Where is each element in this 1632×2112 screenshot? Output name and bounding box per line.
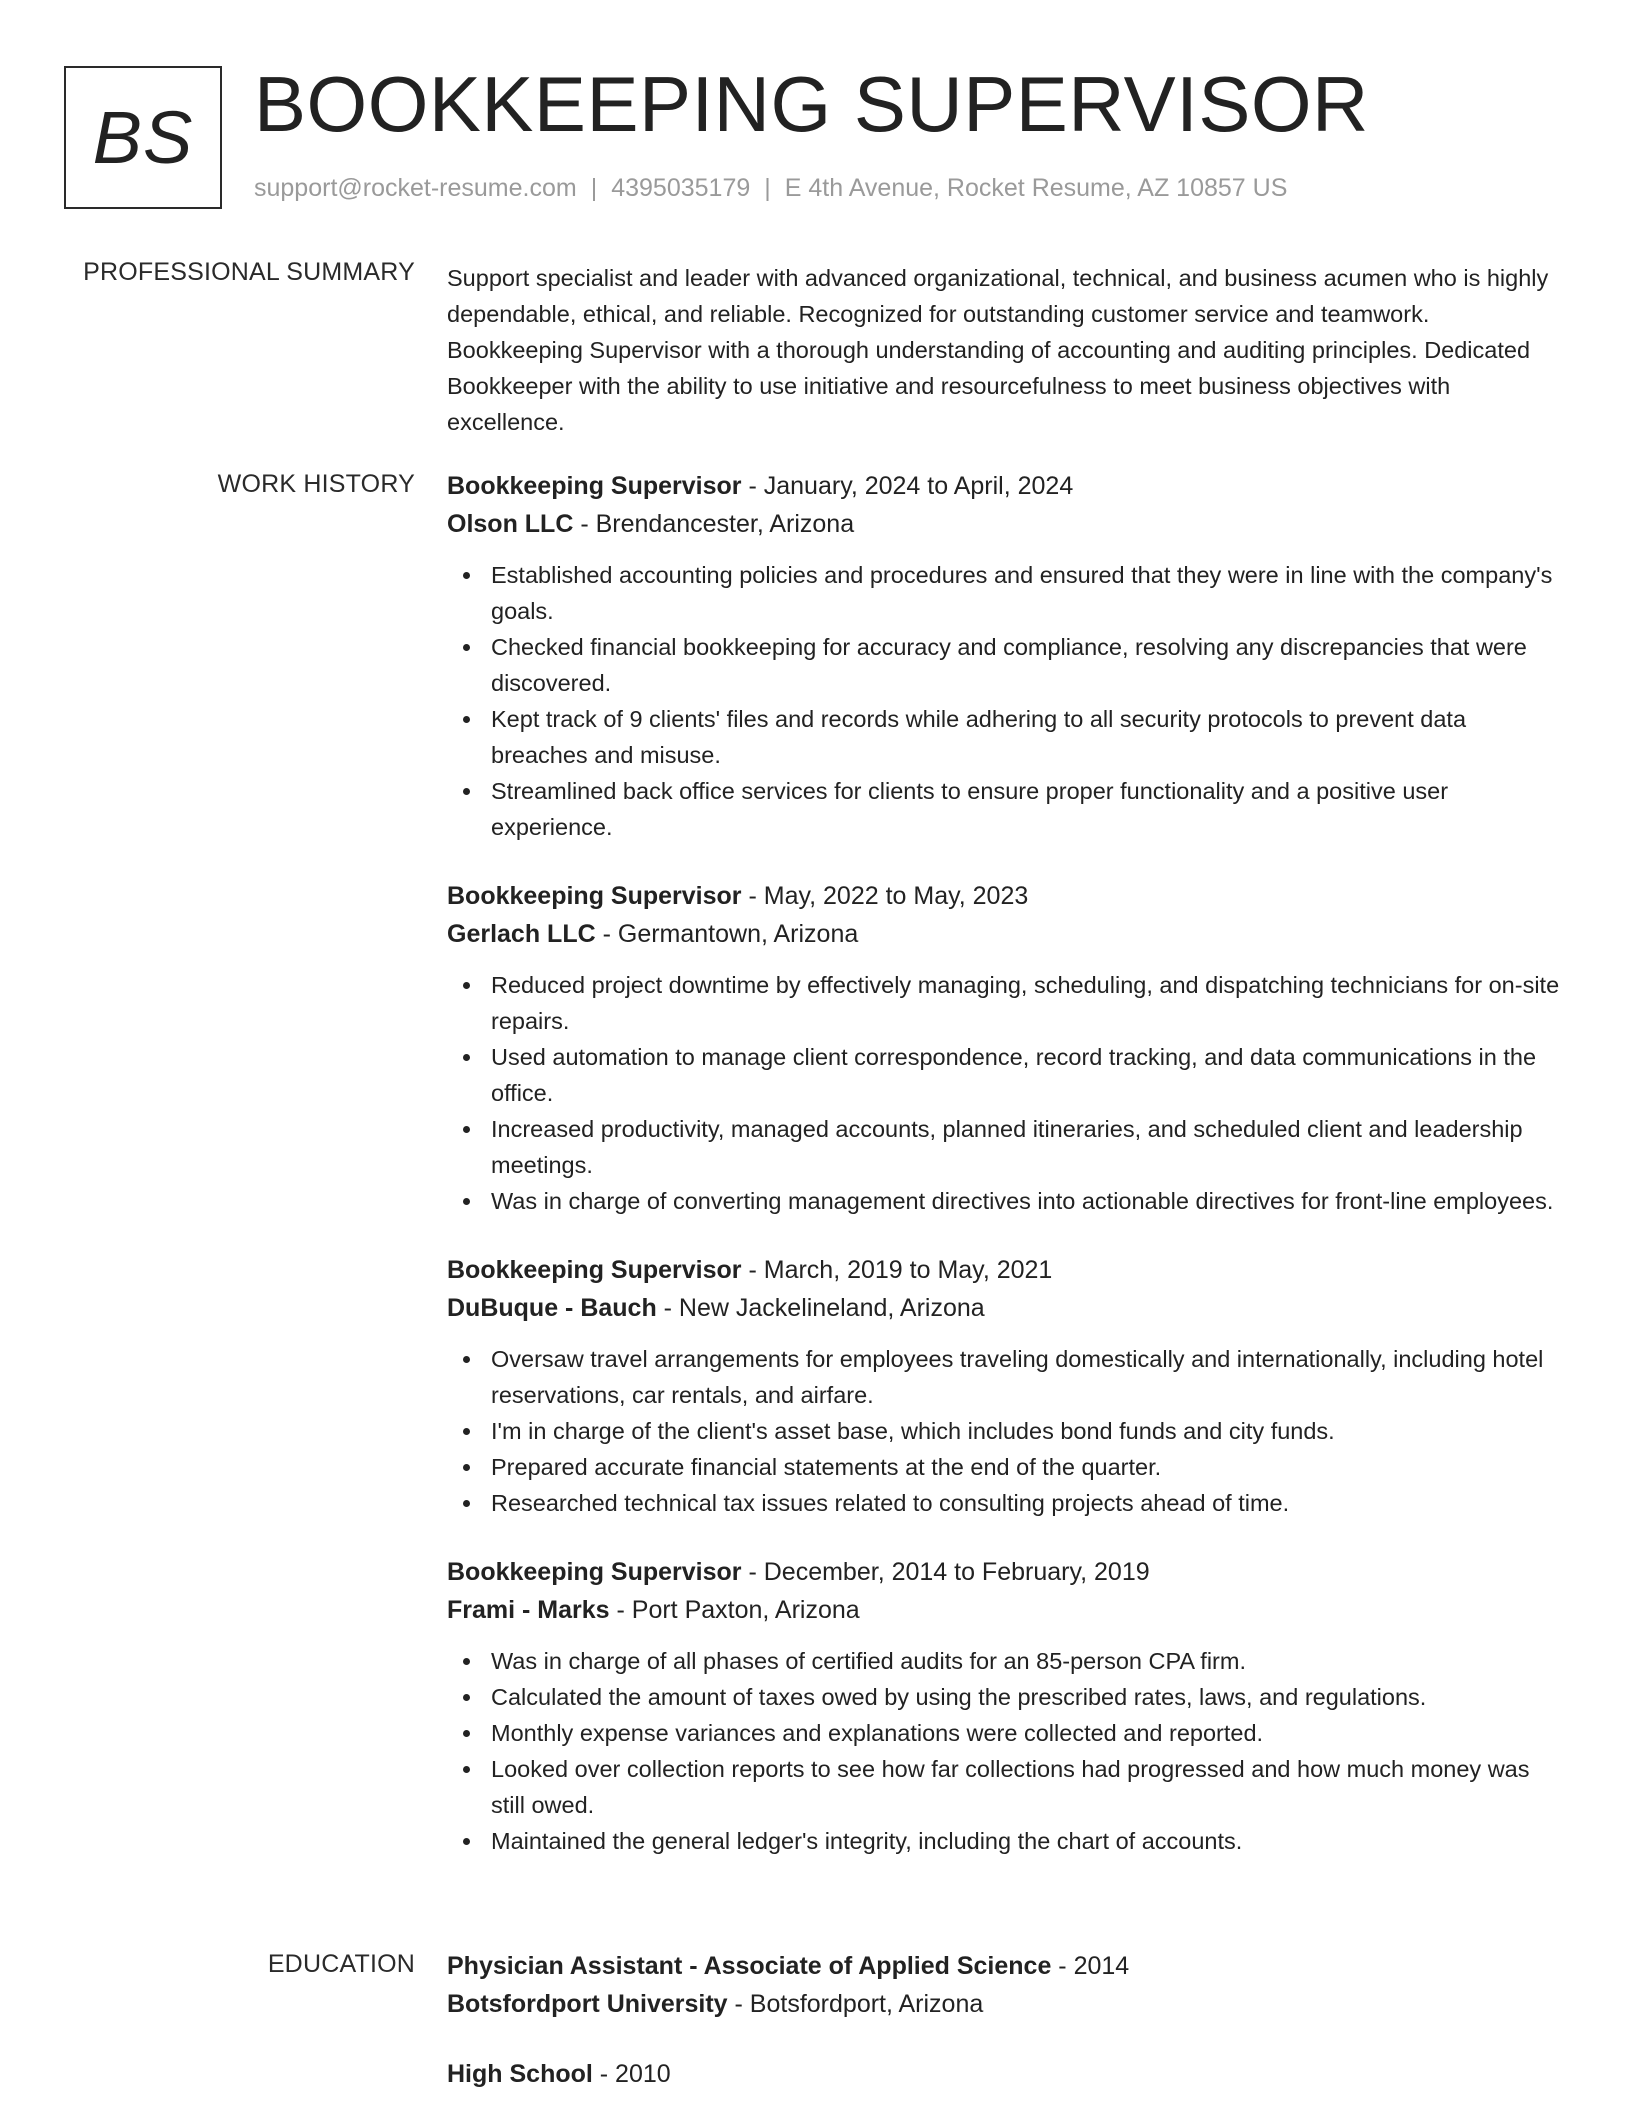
resume-header [64, 60, 1564, 210]
section-heading-education: EDUCATION [267, 1950, 415, 1978]
summary-text: Support specialist and leader with advanced organizational, technical, and business acumen who is highly dependable, ethical, and reliable. Recognized for outstanding customer service and teamwork. Bookkeeping Supervisor with a thorough understanding of accounting and auditing principles. Dedicated Bookkeeper with the ability to use initiative and resourcefulness to meet business objectives with excellence. [447, 265, 1549, 435]
list-item: Prepared accurate financial statements at the end of the quarter. [447, 1449, 1567, 1485]
job-bullets [447, 557, 1567, 845]
contact-phone[interactable]: 4395035179 [611, 174, 751, 202]
monogram-logo: BS [64, 66, 222, 209]
list-item: Streamlined back office services for clients to ensure proper functionality and a positive user experience. [447, 773, 1567, 845]
list-item: Monthly expense variances and explanations were collected and reported. [447, 1715, 1567, 1751]
education-degree: High School [447, 2060, 593, 2088]
list-item: Oversaw travel arrangements for employees traveling domestically and internationally, including hotel reservations, car rentals, and airfare. [447, 1341, 1567, 1413]
education-location: - Botsfordport, Arizona [727, 1990, 984, 2018]
list-item: Used automation to manage client correspondence, record tracking, and data communications in the office. [447, 1039, 1567, 1111]
education-year: - 2010 [592, 2060, 671, 2088]
education-year: - 2014 [1051, 1952, 1130, 1980]
list-item: Checked financial bookkeeping for accuracy and compliance, resolving any discrepancies that were discovered. [447, 629, 1567, 701]
education-entry [447, 2055, 1567, 2093]
job-bullets [447, 1643, 1567, 1859]
contact-address: E 4th Avenue, Rocket Resume, AZ 10857 US [784, 174, 1288, 202]
job-entry [447, 1251, 1567, 1521]
list-item: Was in charge of all phases of certified audits for an 85-person CPA firm. [447, 1643, 1567, 1679]
job-company-line [447, 915, 1567, 953]
job-title: Bookkeeping Supervisor [447, 472, 742, 500]
list-item: Kept track of 9 clients' files and records while adhering to all security protocols to prevent data breaches and misuse. [447, 701, 1567, 773]
job-location: - New Jackelineland, Arizona [656, 1294, 985, 1322]
section-heading-work-history: WORK HISTORY [217, 470, 415, 498]
job-title-line [447, 877, 1567, 915]
education-degree: Physician Assistant - Associate of Applied Science [447, 1952, 1052, 1980]
list-item: Established accounting policies and procedures and ensured that they were in line with the company's goals. [447, 557, 1567, 629]
list-item: Increased productivity, managed accounts, planned itineraries, and scheduled client and leadership meetings. [447, 1111, 1567, 1183]
job-title: Bookkeeping Supervisor [447, 882, 742, 910]
job-company-line [447, 1591, 1567, 1629]
education-school: Botsfordport University [447, 1990, 728, 2018]
education-entry [447, 1947, 1567, 2023]
job-dates: - May, 2022 to May, 2023 [741, 882, 1029, 910]
list-item: Was in charge of converting management directives into actionable directives for front-line employees. [447, 1183, 1567, 1219]
job-entry [447, 1553, 1567, 1859]
job-entry [447, 467, 1567, 845]
list-item: I'm in charge of the client's asset base, which includes bond funds and city funds. [447, 1413, 1567, 1449]
contact-separator: | [590, 174, 598, 202]
contact-line [254, 174, 1287, 203]
section-heading-summary: PROFESSIONAL SUMMARY [83, 258, 415, 286]
contact-separator: | [764, 174, 771, 202]
page-title: BOOKKEEPING SUPERVISOR [254, 60, 1369, 148]
job-entry [447, 877, 1567, 1219]
education-degree-line [447, 1947, 1567, 1985]
education-school-line [447, 1985, 1567, 2023]
job-dates: - January, 2024 to April, 2024 [741, 472, 1074, 500]
job-location: - Brendancester, Arizona [573, 510, 855, 538]
job-title-line [447, 1251, 1567, 1289]
list-item: Calculated the amount of taxes owed by using the prescribed rates, laws, and regulations. [447, 1679, 1567, 1715]
job-title-line [447, 1553, 1567, 1591]
job-company: Gerlach LLC [447, 920, 596, 948]
contact-email[interactable]: support@rocket-resume.com [254, 174, 577, 202]
list-item: Looked over collection reports to see how far collections had progressed and how much money was still owed. [447, 1751, 1567, 1823]
job-company-line [447, 505, 1567, 543]
job-company: DuBuque - Bauch [447, 1294, 657, 1322]
job-title-line [447, 467, 1567, 505]
job-dates: - March, 2019 to May, 2021 [741, 1256, 1053, 1284]
job-title: Bookkeeping Supervisor [447, 1558, 742, 1586]
list-item: Reduced project downtime by effectively managing, scheduling, and dispatching technicians for on-site repairs. [447, 967, 1567, 1039]
job-bullets [447, 967, 1567, 1219]
job-location: - Germantown, Arizona [595, 920, 859, 948]
job-title: Bookkeeping Supervisor [447, 1256, 742, 1284]
education-degree-line [447, 2055, 1567, 2093]
job-company-line [447, 1289, 1567, 1327]
list-item: Maintained the general ledger's integrity, including the chart of accounts. [447, 1823, 1567, 1859]
job-bullets [447, 1341, 1567, 1521]
job-location: - Port Paxton, Arizona [609, 1596, 860, 1624]
job-dates: - December, 2014 to February, 2019 [741, 1558, 1150, 1586]
list-item: Researched technical tax issues related to consulting projects ahead of time. [447, 1485, 1567, 1521]
job-company: Olson LLC [447, 510, 574, 538]
job-company: Frami - Marks [447, 1596, 610, 1624]
